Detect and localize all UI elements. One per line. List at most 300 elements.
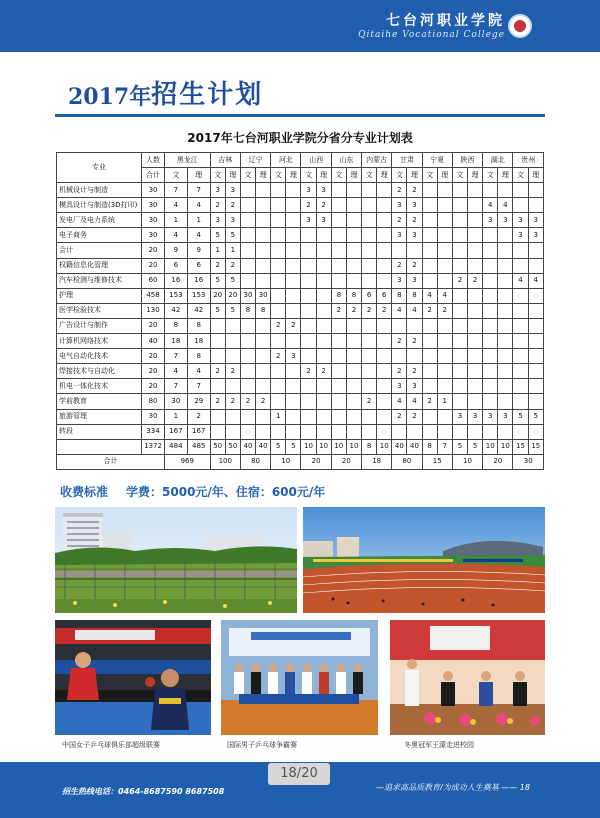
quota-cell bbox=[225, 409, 240, 424]
count-cell: 20 bbox=[142, 318, 165, 333]
quota-cell bbox=[225, 424, 240, 439]
quota-cell bbox=[422, 198, 437, 213]
quota-cell bbox=[452, 288, 467, 303]
quota-cell bbox=[437, 213, 452, 228]
quota-cell bbox=[483, 288, 498, 303]
quota-cell: 3 bbox=[498, 213, 513, 228]
table-row bbox=[57, 334, 544, 349]
quota-cell bbox=[528, 198, 543, 213]
quota-cell bbox=[468, 198, 483, 213]
quota-cell bbox=[301, 349, 316, 364]
quota-cell bbox=[331, 379, 346, 394]
quota-cell: 2 bbox=[225, 258, 240, 273]
subheader-li: 理 bbox=[225, 168, 240, 183]
quota-cell bbox=[483, 273, 498, 288]
quota-cell bbox=[256, 243, 271, 258]
quota-cell bbox=[256, 258, 271, 273]
quota-cell: 3 bbox=[316, 213, 331, 228]
count-cell: 20 bbox=[142, 243, 165, 258]
quota-cell bbox=[422, 243, 437, 258]
quota-cell: 3 bbox=[301, 183, 316, 198]
quota-cell: 30 bbox=[256, 288, 271, 303]
quota-cell bbox=[240, 379, 255, 394]
quota-cell bbox=[498, 228, 513, 243]
quota-cell: 2 bbox=[362, 394, 377, 409]
quota-cell: 29 bbox=[187, 394, 210, 409]
quota-cell bbox=[286, 394, 301, 409]
province-total-cell: 100 bbox=[210, 454, 240, 469]
quota-cell bbox=[468, 349, 483, 364]
quota-cell bbox=[513, 424, 528, 439]
quota-cell bbox=[392, 243, 407, 258]
quota-cell bbox=[437, 334, 452, 349]
table-tennis-men-photo bbox=[221, 620, 378, 735]
quota-cell: 7 bbox=[164, 379, 187, 394]
quota-cell bbox=[286, 228, 301, 243]
quota-cell: 8 bbox=[392, 288, 407, 303]
major-name-cell: 发电厂及电力系统 bbox=[57, 213, 142, 228]
quota-cell: 1 bbox=[271, 409, 286, 424]
quota-cell bbox=[513, 198, 528, 213]
quota-cell bbox=[286, 183, 301, 198]
quota-cell bbox=[301, 288, 316, 303]
quota-cell: 7 bbox=[164, 349, 187, 364]
quota-cell: 3 bbox=[528, 213, 543, 228]
quota-cell bbox=[271, 273, 286, 288]
major-name-cell: 广告设计与制作 bbox=[57, 318, 142, 333]
quota-cell bbox=[331, 318, 346, 333]
quota-cell bbox=[286, 243, 301, 258]
quota-cell: 2 bbox=[392, 364, 407, 379]
quota-cell bbox=[422, 258, 437, 273]
quota-cell bbox=[498, 364, 513, 379]
quota-cell: 4 bbox=[392, 303, 407, 318]
admission-hotline: 招生热线电话：0464-8687590 8687508 bbox=[62, 787, 225, 796]
header-major: 专业 bbox=[57, 153, 142, 183]
quota-cell: 2 bbox=[286, 318, 301, 333]
quota-cell: 4 bbox=[483, 198, 498, 213]
quota-cell bbox=[377, 394, 392, 409]
quota-cell bbox=[452, 394, 467, 409]
quota-cell: 3 bbox=[513, 228, 528, 243]
header-province: 内蒙古 bbox=[362, 153, 392, 168]
subheader-wen: 文 bbox=[301, 168, 316, 183]
quota-cell bbox=[240, 183, 255, 198]
quota-cell: 20 bbox=[225, 288, 240, 303]
quota-cell bbox=[437, 409, 452, 424]
quota-cell: 3 bbox=[210, 183, 225, 198]
quota-cell bbox=[301, 318, 316, 333]
quota-cell bbox=[240, 424, 255, 439]
quota-cell bbox=[377, 228, 392, 243]
stadium-photo bbox=[303, 507, 545, 613]
quota-cell bbox=[346, 213, 361, 228]
quota-cell bbox=[362, 334, 377, 349]
quota-cell bbox=[271, 424, 286, 439]
quota-cell: 2 bbox=[301, 198, 316, 213]
count-cell: 458 bbox=[142, 288, 165, 303]
quota-cell bbox=[256, 409, 271, 424]
header-province: 山西 bbox=[301, 153, 331, 168]
quota-cell bbox=[301, 228, 316, 243]
quota-cell: 6 bbox=[187, 258, 210, 273]
quota-cell bbox=[422, 424, 437, 439]
quota-cell: 2 bbox=[346, 303, 361, 318]
quota-cell bbox=[528, 183, 543, 198]
table-row bbox=[57, 394, 544, 409]
quota-cell: 2 bbox=[407, 183, 422, 198]
table-tennis-women-photo bbox=[55, 620, 211, 735]
quota-cell: 3 bbox=[392, 379, 407, 394]
quota-cell: 5 bbox=[210, 273, 225, 288]
quota-cell bbox=[301, 409, 316, 424]
page-indicator[interactable]: 18/20 bbox=[268, 763, 330, 785]
quota-cell bbox=[422, 273, 437, 288]
quota-cell bbox=[422, 334, 437, 349]
quota-cell: 3 bbox=[286, 349, 301, 364]
quota-cell bbox=[256, 424, 271, 439]
college-name-en: Qitaihe Vocational College bbox=[358, 30, 505, 40]
quota-cell bbox=[452, 213, 467, 228]
province-total-cell: 20 bbox=[331, 454, 361, 469]
quota-cell bbox=[346, 183, 361, 198]
quota-cell bbox=[468, 213, 483, 228]
quota-cell bbox=[528, 334, 543, 349]
quota-cell bbox=[483, 303, 498, 318]
quota-cell: 18 bbox=[187, 334, 210, 349]
quota-cell: 40 bbox=[392, 439, 407, 454]
quota-cell bbox=[422, 364, 437, 379]
quota-cell: 7 bbox=[187, 379, 210, 394]
quota-cell: 3 bbox=[225, 183, 240, 198]
quota-cell: 30 bbox=[240, 288, 255, 303]
photo-caption: 冬奥冠军王濛走进校园 bbox=[404, 741, 474, 749]
quota-cell: 4 bbox=[498, 198, 513, 213]
quota-cell bbox=[271, 364, 286, 379]
quota-cell: 5 bbox=[528, 409, 543, 424]
quota-cell bbox=[331, 334, 346, 349]
quota-cell bbox=[513, 394, 528, 409]
quota-cell bbox=[210, 409, 225, 424]
quota-cell: 10 bbox=[346, 439, 361, 454]
quota-cell: 40 bbox=[240, 439, 255, 454]
quota-cell bbox=[210, 379, 225, 394]
quota-cell bbox=[422, 183, 437, 198]
quota-cell: 5 bbox=[286, 439, 301, 454]
quota-cell bbox=[346, 228, 361, 243]
quota-cell bbox=[316, 424, 331, 439]
quota-cell bbox=[301, 424, 316, 439]
quota-cell bbox=[483, 258, 498, 273]
quota-cell bbox=[346, 198, 361, 213]
quota-cell bbox=[452, 258, 467, 273]
quota-cell: 2 bbox=[225, 198, 240, 213]
quota-cell bbox=[483, 318, 498, 333]
quota-cell bbox=[316, 258, 331, 273]
quota-cell bbox=[483, 183, 498, 198]
quota-cell: 2 bbox=[210, 198, 225, 213]
quota-cell bbox=[392, 424, 407, 439]
quota-cell: 50 bbox=[210, 439, 225, 454]
header-province: 陕西 bbox=[452, 153, 482, 168]
quota-cell bbox=[240, 273, 255, 288]
quota-cell bbox=[452, 334, 467, 349]
quota-cell bbox=[377, 424, 392, 439]
quota-cell bbox=[362, 198, 377, 213]
quota-cell: 2 bbox=[392, 183, 407, 198]
quota-cell: 2 bbox=[468, 273, 483, 288]
province-total-cell: 18 bbox=[362, 454, 392, 469]
quota-cell: 1 bbox=[437, 394, 452, 409]
quota-cell: 8 bbox=[164, 318, 187, 333]
quota-cell bbox=[286, 334, 301, 349]
quota-cell bbox=[240, 213, 255, 228]
quota-cell: 3 bbox=[225, 213, 240, 228]
quota-cell bbox=[407, 349, 422, 364]
quota-cell bbox=[513, 243, 528, 258]
province-total-cell: 969 bbox=[164, 454, 210, 469]
subheader-wen: 文 bbox=[452, 168, 467, 183]
quota-cell bbox=[362, 409, 377, 424]
quota-cell bbox=[316, 409, 331, 424]
quota-cell: 167 bbox=[164, 424, 187, 439]
quota-cell bbox=[346, 318, 361, 333]
subheader-wen: 文 bbox=[210, 168, 225, 183]
quota-cell: 15 bbox=[528, 439, 543, 454]
fee-lodging: 住宿：600元/年 bbox=[235, 485, 326, 499]
quota-cell: 2 bbox=[377, 303, 392, 318]
quota-cell bbox=[528, 379, 543, 394]
quota-cell: 3 bbox=[301, 213, 316, 228]
header-province: 贵州 bbox=[513, 153, 544, 168]
province-total-cell: 80 bbox=[392, 454, 422, 469]
quota-cell bbox=[392, 318, 407, 333]
campus-building-photo bbox=[55, 507, 297, 613]
quota-cell bbox=[468, 394, 483, 409]
quota-cell bbox=[452, 379, 467, 394]
quota-cell: 10 bbox=[301, 439, 316, 454]
quota-cell bbox=[362, 258, 377, 273]
quota-cell bbox=[256, 379, 271, 394]
count-cell: 20 bbox=[142, 349, 165, 364]
quota-cell bbox=[468, 228, 483, 243]
quota-cell bbox=[452, 183, 467, 198]
quota-cell bbox=[346, 379, 361, 394]
quota-cell bbox=[271, 243, 286, 258]
quota-cell bbox=[513, 334, 528, 349]
count-cell: 30 bbox=[142, 228, 165, 243]
quota-cell bbox=[483, 394, 498, 409]
quota-cell bbox=[271, 228, 286, 243]
quota-cell: 40 bbox=[256, 439, 271, 454]
quota-cell bbox=[346, 364, 361, 379]
quota-cell bbox=[346, 349, 361, 364]
quota-cell: 6 bbox=[377, 288, 392, 303]
quota-cell: 2 bbox=[256, 394, 271, 409]
quota-cell bbox=[528, 349, 543, 364]
quota-cell: 2 bbox=[210, 364, 225, 379]
quota-cell bbox=[513, 288, 528, 303]
quota-cell: 484 bbox=[164, 439, 187, 454]
quota-cell: 2 bbox=[392, 258, 407, 273]
subheader-li: 理 bbox=[316, 168, 331, 183]
major-name-cell: 电子商务 bbox=[57, 228, 142, 243]
quota-cell: 2 bbox=[392, 334, 407, 349]
quota-cell bbox=[331, 273, 346, 288]
quota-cell bbox=[422, 228, 437, 243]
quota-cell: 5 bbox=[225, 273, 240, 288]
quota-cell bbox=[331, 349, 346, 364]
quota-cell: 3 bbox=[210, 213, 225, 228]
quota-cell: 3 bbox=[392, 228, 407, 243]
quota-cell bbox=[286, 424, 301, 439]
quota-cell bbox=[346, 409, 361, 424]
header-province: 吉林 bbox=[210, 153, 240, 168]
count-cell: 60 bbox=[142, 273, 165, 288]
quota-cell bbox=[422, 409, 437, 424]
table-total-row bbox=[57, 454, 544, 469]
quota-cell bbox=[301, 258, 316, 273]
quota-cell bbox=[452, 424, 467, 439]
quota-cell: 50 bbox=[225, 439, 240, 454]
header-province: 河北 bbox=[271, 153, 301, 168]
quota-cell bbox=[331, 183, 346, 198]
quota-cell: 8 bbox=[187, 318, 210, 333]
quota-cell: 2 bbox=[407, 334, 422, 349]
quota-cell bbox=[256, 349, 271, 364]
quota-cell: 4 bbox=[187, 364, 210, 379]
quota-cell bbox=[225, 379, 240, 394]
quota-cell bbox=[346, 258, 361, 273]
quota-cell bbox=[528, 243, 543, 258]
quota-cell: 5 bbox=[271, 439, 286, 454]
quota-cell bbox=[528, 303, 543, 318]
quota-cell bbox=[286, 303, 301, 318]
quota-cell bbox=[210, 334, 225, 349]
subheader-li: 理 bbox=[346, 168, 361, 183]
count-cell: 30 bbox=[142, 409, 165, 424]
quota-cell bbox=[513, 349, 528, 364]
count-cell: 20 bbox=[142, 379, 165, 394]
quota-cell: 2 bbox=[422, 394, 437, 409]
quota-cell bbox=[240, 334, 255, 349]
quota-cell: 4 bbox=[407, 303, 422, 318]
quota-cell bbox=[528, 258, 543, 273]
quota-cell bbox=[377, 273, 392, 288]
quota-cell: 2 bbox=[392, 213, 407, 228]
quota-cell: 5 bbox=[513, 409, 528, 424]
table-row bbox=[57, 213, 544, 228]
subheader-li: 理 bbox=[286, 168, 301, 183]
quota-cell: 16 bbox=[164, 273, 187, 288]
major-name-cell: 汽车检测与维修技术 bbox=[57, 273, 142, 288]
count-cell: 30 bbox=[142, 213, 165, 228]
quota-cell: 2 bbox=[301, 364, 316, 379]
quota-cell bbox=[316, 228, 331, 243]
quota-cell bbox=[210, 318, 225, 333]
quota-cell: 2 bbox=[437, 303, 452, 318]
quota-cell bbox=[407, 424, 422, 439]
quota-cell: 1 bbox=[225, 243, 240, 258]
quota-cell bbox=[513, 379, 528, 394]
quota-cell: 4 bbox=[513, 273, 528, 288]
subheader-li: 理 bbox=[498, 168, 513, 183]
quota-cell: 3 bbox=[468, 409, 483, 424]
table-row bbox=[57, 243, 544, 258]
quota-cell: 5 bbox=[468, 439, 483, 454]
college-logo-icon bbox=[508, 14, 532, 38]
quota-cell bbox=[513, 318, 528, 333]
quota-cell bbox=[240, 318, 255, 333]
quota-cell: 2 bbox=[392, 409, 407, 424]
page-title-year: 2017年 bbox=[68, 84, 152, 110]
major-name-cell: 医学检验技术 bbox=[57, 303, 142, 318]
quota-cell bbox=[377, 349, 392, 364]
title-divider bbox=[55, 114, 545, 117]
quota-cell bbox=[331, 228, 346, 243]
quota-cell bbox=[240, 258, 255, 273]
quota-cell bbox=[437, 243, 452, 258]
quota-cell: 3 bbox=[452, 409, 467, 424]
quota-cell bbox=[256, 213, 271, 228]
top-banner bbox=[0, 0, 600, 52]
quota-cell: 3 bbox=[392, 198, 407, 213]
quota-cell bbox=[377, 318, 392, 333]
quota-cell bbox=[452, 318, 467, 333]
subheader-wen: 文 bbox=[271, 168, 286, 183]
table-row bbox=[57, 364, 544, 379]
quota-cell: 6 bbox=[164, 258, 187, 273]
quota-cell bbox=[346, 334, 361, 349]
table-row bbox=[57, 318, 544, 333]
quota-cell bbox=[437, 379, 452, 394]
table-row bbox=[57, 439, 544, 454]
quota-cell bbox=[286, 273, 301, 288]
major-name-cell: 会计 bbox=[57, 243, 142, 258]
quota-cell: 153 bbox=[187, 288, 210, 303]
subheader-wen: 文 bbox=[362, 168, 377, 183]
table-row bbox=[57, 198, 544, 213]
quota-cell: 15 bbox=[513, 439, 528, 454]
quota-cell: 4 bbox=[187, 198, 210, 213]
count-cell: 1372 bbox=[142, 439, 165, 454]
quota-cell: 2 bbox=[271, 318, 286, 333]
subheader-total: 合计 bbox=[142, 168, 165, 183]
page-title bbox=[68, 74, 263, 114]
major-name-cell: 权籍信息化管理 bbox=[57, 258, 142, 273]
quota-cell: 9 bbox=[187, 243, 210, 258]
quota-cell bbox=[240, 228, 255, 243]
quota-cell bbox=[286, 258, 301, 273]
quota-cell bbox=[316, 318, 331, 333]
quota-cell: 10 bbox=[331, 439, 346, 454]
fee-tuition: 学费：5000元/年、 bbox=[126, 485, 236, 499]
quota-cell bbox=[407, 318, 422, 333]
quota-cell bbox=[331, 409, 346, 424]
table-row bbox=[57, 379, 544, 394]
quota-cell bbox=[377, 243, 392, 258]
count-cell: 20 bbox=[142, 364, 165, 379]
quota-cell bbox=[316, 334, 331, 349]
quota-cell bbox=[301, 334, 316, 349]
quota-cell bbox=[498, 424, 513, 439]
province-total-cell: 15 bbox=[422, 454, 452, 469]
quota-cell: 2 bbox=[225, 364, 240, 379]
quota-cell bbox=[422, 349, 437, 364]
quota-cell bbox=[271, 258, 286, 273]
subheader-wen: 文 bbox=[331, 168, 346, 183]
quota-cell: 2 bbox=[452, 273, 467, 288]
